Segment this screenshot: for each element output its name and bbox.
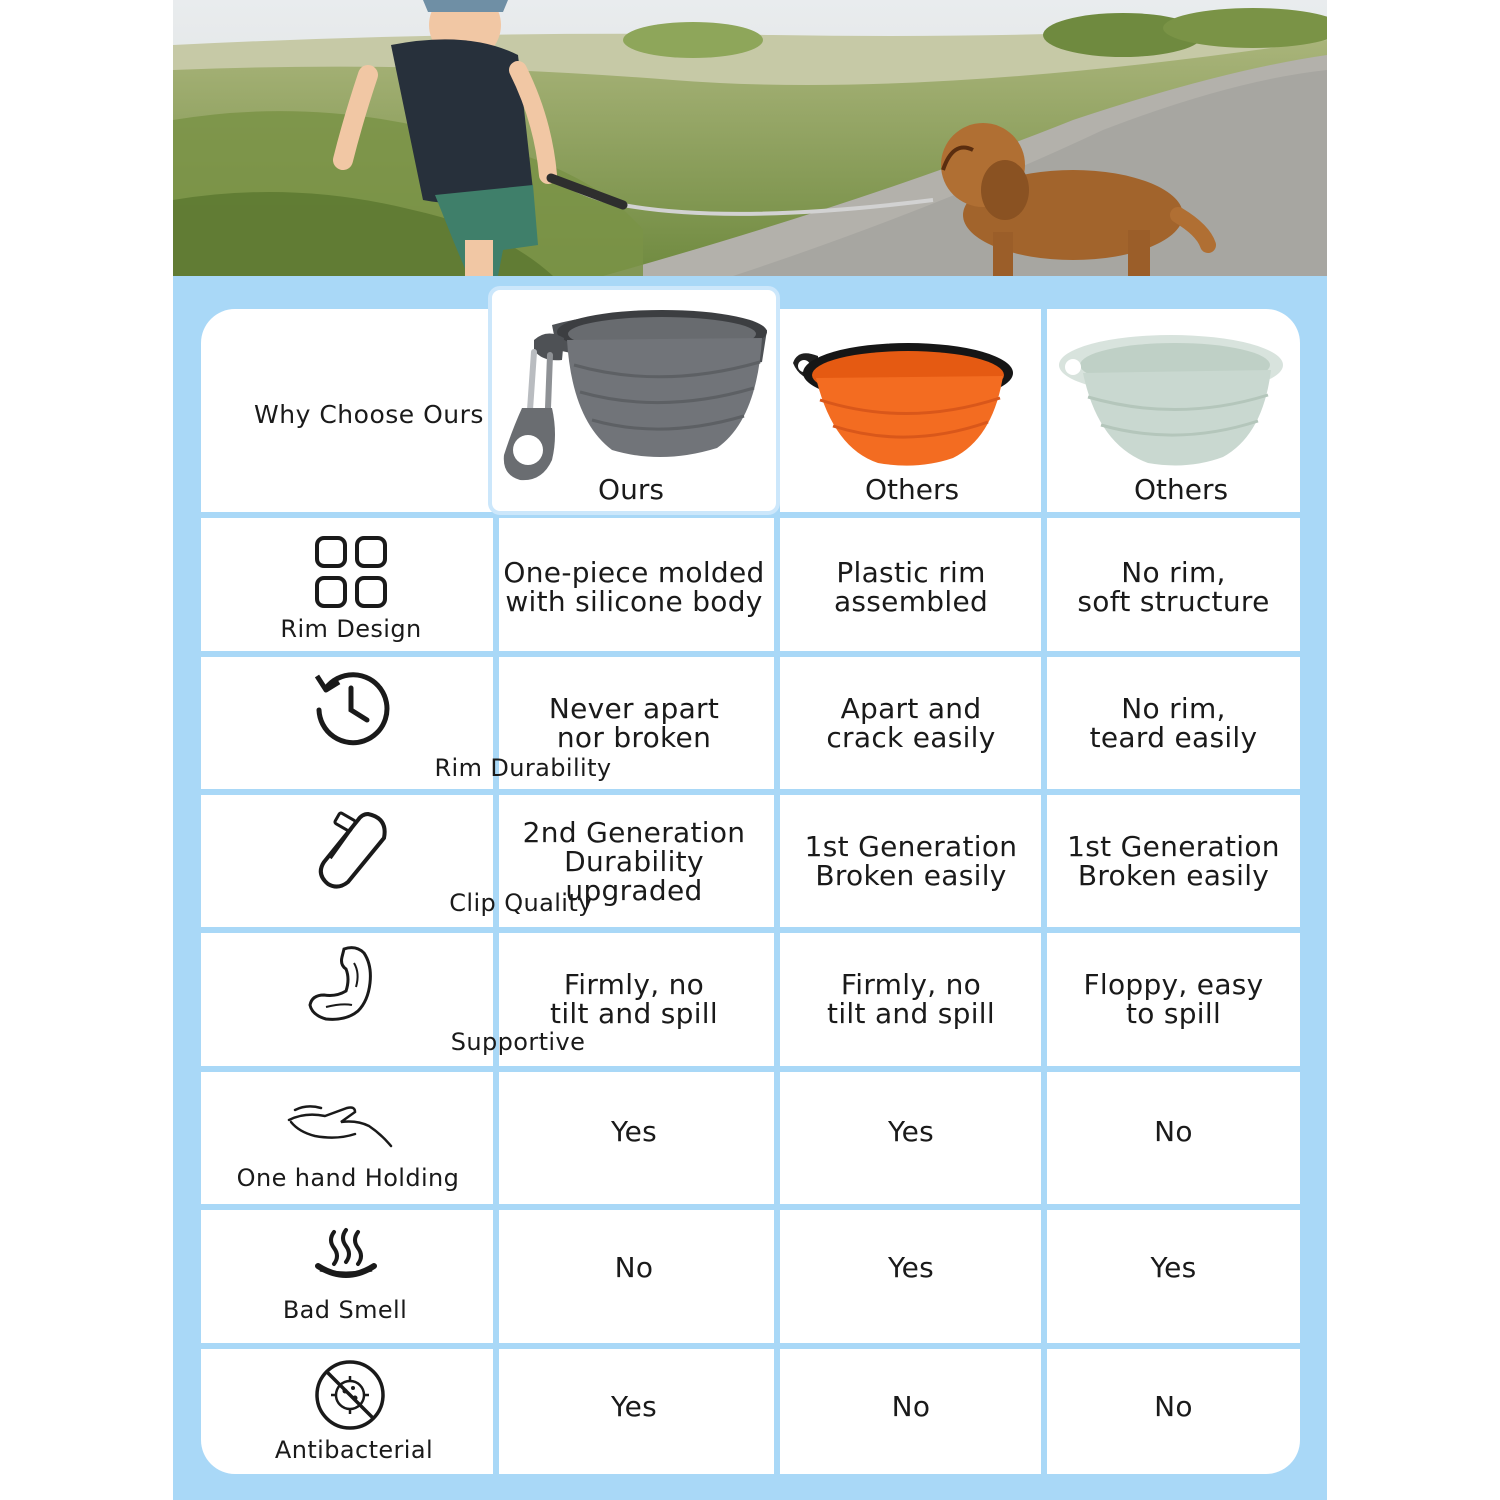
column-label-others-mint: Others [1133, 473, 1229, 506]
cell-rim-design-others-mint: No rim, soft structure [1077, 556, 1270, 618]
cell-supportive-ours: Firmly, no tilt and spill [550, 968, 718, 1030]
hero-photo [173, 0, 1327, 276]
four-squares-icon [314, 535, 388, 609]
cell-supportive-others-mint: Floppy, easy to spill [1083, 968, 1264, 1030]
row-label-supportive: Supportive [450, 1028, 586, 1056]
comparison-frame [173, 0, 1327, 1500]
cell-clip-quality-others-orange: 1st Generation Broken easily [804, 830, 1018, 892]
cell-rim-durability-others-orange: Apart and crack easily [826, 692, 996, 754]
orange-collapsible-bowl-icon [788, 318, 1018, 468]
cell-clip-quality-ours: 2nd Generation Durability upgraded [522, 815, 746, 907]
column-label-others-orange: Others [864, 473, 960, 506]
heat-smell-icon [312, 1226, 380, 1286]
cell-one-hand-holding-ours: Yes [610, 1114, 658, 1148]
cell-antibacterial-others-mint: No [1154, 1389, 1193, 1423]
open-hand-icon [285, 1098, 395, 1154]
cell-rim-durability-others-mint: No rim, teard easily [1089, 692, 1258, 754]
cell-one-hand-holding-others-orange: Yes [887, 1114, 935, 1148]
cell-rim-durability-ours: Never apart nor broken [548, 692, 720, 754]
cell-supportive-others-orange: Firmly, no tilt and spill [827, 968, 995, 1030]
cell-bad-smell-ours: No [614, 1250, 654, 1284]
row-label-clip-quality: Clip Quality [449, 889, 593, 917]
cell-clip-quality-others-mint: 1st Generation Broken easily [1067, 830, 1280, 892]
row-label-rim-design: Rim Design [280, 615, 422, 643]
carabiner-clip-icon [308, 808, 394, 890]
row-label-antibacterial: Antibacterial [274, 1436, 434, 1464]
flexed-arm-icon [306, 943, 380, 1025]
cell-rim-design-ours: One-piece molded with silicone body [503, 556, 765, 618]
clock-history-icon [311, 668, 391, 748]
row-label-bad-smell: Bad Smell [282, 1296, 408, 1324]
table-title: Why Choose Ours [254, 400, 484, 429]
cell-bad-smell-others-mint: Yes [1150, 1250, 1197, 1284]
row-label-rim-durability: Rim Durability [434, 754, 612, 782]
cell-rim-design-others-orange: Plastic rim assembled [833, 556, 989, 618]
no-bacteria-icon [313, 1358, 387, 1432]
mint-collapsible-bowl-icon [1053, 325, 1283, 470]
cell-antibacterial-ours: Yes [610, 1389, 658, 1423]
cell-bad-smell-others-orange: Yes [887, 1250, 935, 1284]
cell-antibacterial-others-orange: No [891, 1389, 931, 1423]
cell-one-hand-holding-others-mint: No [1154, 1114, 1193, 1148]
column-label-ours: Ours [598, 473, 664, 506]
row-label-one-hand-holding: One hand Holding [236, 1164, 460, 1192]
